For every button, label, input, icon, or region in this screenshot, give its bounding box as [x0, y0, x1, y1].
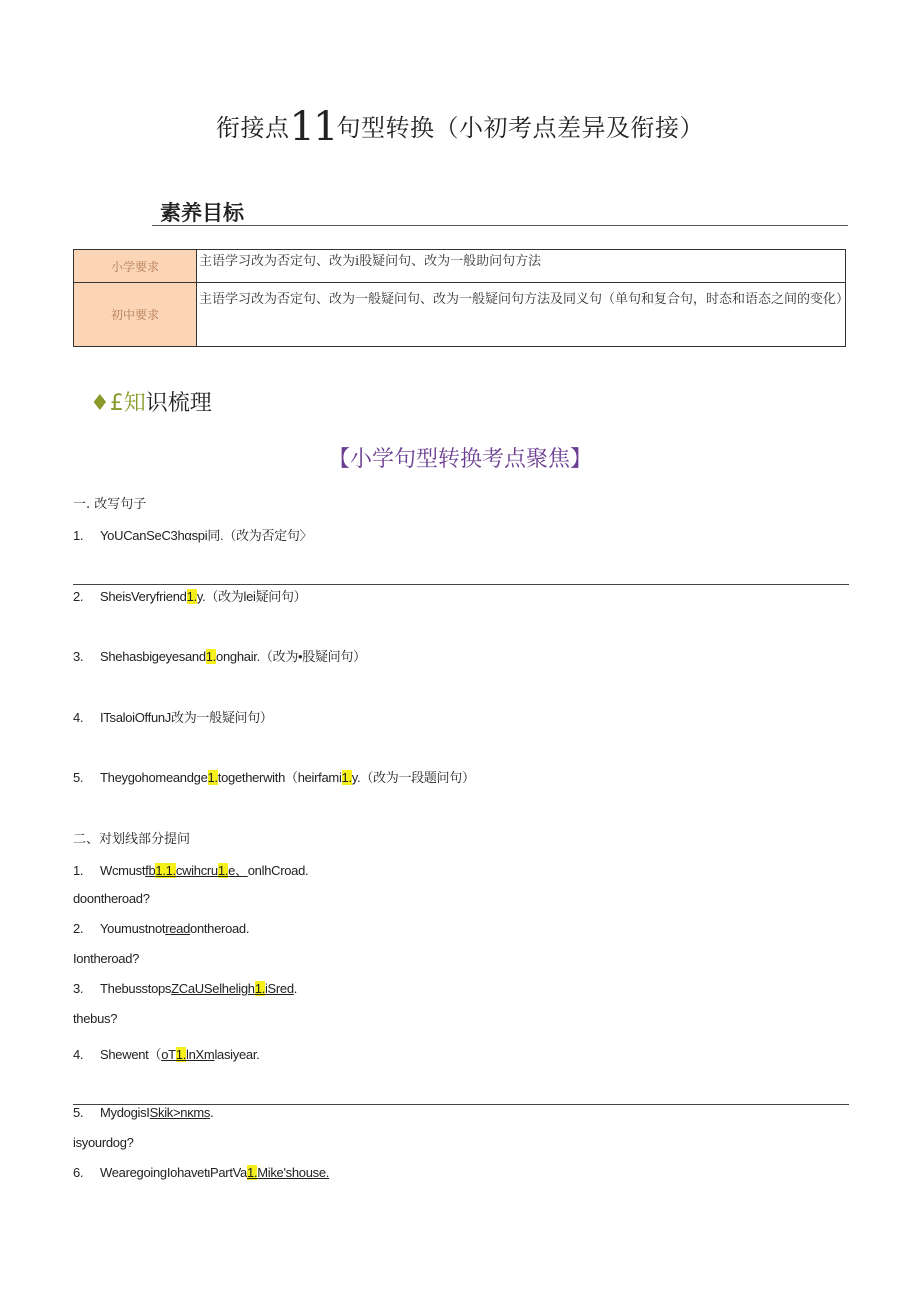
highlight: 1. [205, 649, 217, 664]
item-instruction: 改为一般疑问句） [171, 710, 273, 725]
item-text: SheisVeryfriend [100, 589, 187, 604]
item-text: WearegoingIohavetιPartVa [100, 1165, 247, 1180]
list-item [73, 981, 297, 996]
list-item [73, 586, 306, 605]
list-item [73, 860, 308, 879]
list-item [73, 525, 312, 544]
item-instruction: （改为•股疑问句） [259, 649, 366, 664]
table-row [74, 283, 846, 347]
answer-prompt: thebus? [73, 1011, 118, 1026]
underlined-text: oT [161, 1047, 176, 1062]
item-text: MydogisI [100, 1105, 150, 1120]
highlight: 1.1. [155, 863, 176, 878]
item-number: 4. [73, 1047, 84, 1062]
requirement-text: 主语学习改为否定句、改为i股疑问句、改为一般助问句方法 [197, 250, 846, 283]
list-item [73, 921, 249, 936]
underlined-text: fb [145, 863, 156, 878]
title-number: 11 [289, 104, 337, 150]
requirements-table [73, 249, 850, 347]
page-title [0, 104, 920, 150]
item-text: Wcmust [100, 863, 146, 878]
part1-heading: 一. 改写句子 [73, 497, 147, 512]
item-text: lasiyear. [214, 1047, 260, 1062]
knowledge-rest: 识梳理 [145, 391, 212, 416]
knowledge-prefix: ♦£知 [90, 391, 146, 416]
item-instruction: y.（改为一段题问句） [351, 770, 475, 785]
underlined-text: iSred [264, 981, 294, 996]
item-text: ontheroad. [190, 921, 250, 936]
item-number: 3. [73, 981, 84, 996]
item-number: 1. [73, 528, 84, 543]
highlight: 1. [341, 770, 352, 785]
list-item [73, 1044, 259, 1063]
table-row [74, 250, 846, 283]
highlight: 1. [186, 589, 197, 604]
underlined-text: lnXm [186, 1047, 215, 1062]
answer-prompt: isyourdog? [73, 1135, 134, 1150]
item-text: onghair. [216, 649, 260, 664]
list-item [73, 1105, 213, 1120]
item-text: . [210, 1105, 214, 1120]
section-divider [152, 225, 848, 226]
item-text: YoUCanSeC3hαspi同. [100, 528, 224, 543]
item-text: Shehasbigeyesand [100, 649, 206, 664]
requirement-text: 主语学习改为否定句、改为一般疑问句、改为一般疑问句方法及同义句（单句和复合句，时态和语态之间的变化） [197, 283, 846, 347]
item-text: Thebusstops [100, 981, 172, 996]
item-number: 3. [73, 649, 84, 664]
answer-line [73, 584, 849, 585]
underlined-text: cwihcru [175, 863, 218, 878]
item-text: ITsaloiOffunJ [100, 710, 172, 725]
section-banner: 【小学句型转换考点聚焦】 [327, 447, 592, 472]
item-number: 5. [73, 770, 84, 785]
item-number: 2. [73, 589, 84, 604]
list-item [73, 646, 366, 665]
underlined-text: Mike'shouse. [257, 1165, 330, 1180]
requirement-label: 小学要求 [74, 250, 197, 283]
item-text: onlhCroad. [247, 863, 309, 878]
item-text: togetherwith（heirfami [217, 770, 342, 785]
item-text: y. [196, 589, 206, 604]
title-prefix: 衔接点 [216, 114, 290, 142]
answer-prompt: doontheroad? [73, 891, 150, 906]
highlight: 1. [254, 981, 265, 996]
item-number: 4. [73, 710, 84, 725]
item-text: Shewent（ [100, 1047, 162, 1062]
underlined-text: ZCaUSelheligh [171, 981, 255, 996]
item-text: . [293, 981, 298, 996]
highlight: 1. [246, 1165, 258, 1180]
item-number: 2. [73, 921, 84, 936]
title-suffix: 句型转换（小初考点差异及衔接） [336, 114, 704, 142]
item-number: 1. [73, 863, 84, 878]
highlight: 1. [175, 1047, 187, 1062]
underlined-text: read [165, 921, 191, 936]
highlight: 1. [207, 770, 218, 785]
item-text: Youmustnot [100, 921, 166, 936]
requirement-label: 初中要求 [74, 283, 197, 347]
list-item [73, 1165, 329, 1180]
item-instruction: （改为否定句〉 [223, 528, 313, 543]
underlined-text: Skik>nκms [149, 1105, 211, 1120]
item-text: Theygohomeandge [100, 770, 208, 785]
item-instruction: （改为lei疑问句） [205, 589, 307, 604]
highlight: 1. [217, 863, 229, 878]
part2-heading: 二、对划线部分提问 [73, 832, 191, 847]
list-item [73, 767, 475, 786]
list-item [73, 707, 273, 726]
underlined-text: e、 [228, 863, 248, 878]
item-number: 6. [73, 1165, 84, 1180]
item-number: 5. [73, 1105, 84, 1120]
answer-prompt: Iontheroad? [73, 951, 140, 966]
section-goal-heading: 素养目标 [160, 201, 244, 225]
knowledge-heading [90, 386, 212, 417]
